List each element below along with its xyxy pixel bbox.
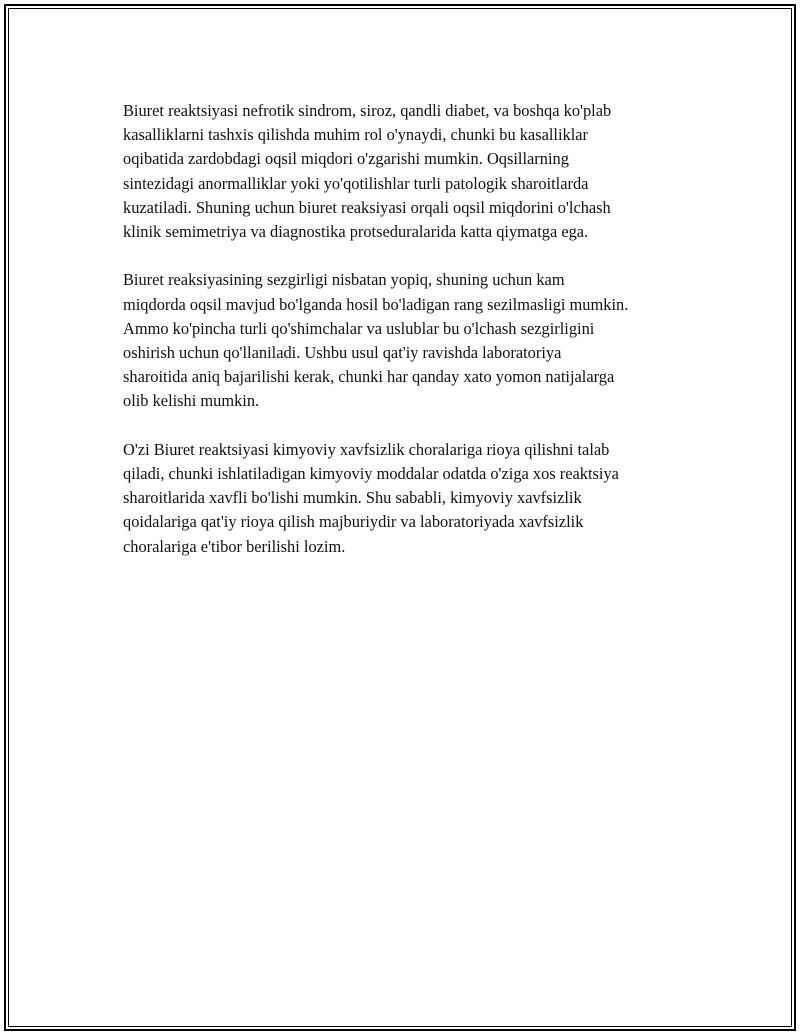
text-line: kuzatiladi. Shuning uchun biuret reaksiyasi orqali oqsil miqdorini o'lchash <box>123 197 611 217</box>
text-line: oshirish uchun qo'llaniladi. Ushbu usul qat'iy ravishda laboratoriya <box>123 343 562 363</box>
text-line: olib kelishi mumkin. <box>123 391 260 411</box>
text-line: kasalliklarni tashxis qilishda muhim rol o'ynaydi, chunki bu kasalliklar <box>123 125 589 145</box>
paragraph-1 <box>123 99 703 244</box>
text-line: klinik semimetriya va diagnostika protseduralarida katta qiymatga ega. <box>123 222 589 242</box>
text-line: sharoitida aniq bajarilishi kerak, chunki har qanday xato yomon natijalarga <box>123 367 615 387</box>
text-line: sintezidagi anormalliklar yoki yo'qotilishlar turli patologik sharoitlarda <box>123 173 589 193</box>
text-line: qoidalariga qat'iy rioya qilish majburiydir va laboratoriyada xavfsizlik <box>123 512 584 532</box>
text-line: Biuret reaksiyasining sezgirligi nisbatan yopiq, shuning uchun kam <box>123 270 565 290</box>
paragraph-2 <box>123 268 703 413</box>
text-line: oqibatida zardobdagi oqsil miqdori o'zgarishi mumkin. Oqsillarning <box>123 149 569 169</box>
text-line: sharoitlarida xavfli bo'lishi mumkin. Shu sababli, kimyoviy xavfsizlik <box>123 488 582 508</box>
text-line: Ammo ko'pincha turli qo'shimchalar va uslublar bu o'lchash sezgirligini <box>123 318 595 338</box>
page-border <box>4 4 796 1031</box>
document-body <box>123 99 703 583</box>
text-line: qiladi, chunki ishlatiladigan kimyoviy moddalar odatda o'ziga xos reaktsiya <box>123 464 619 484</box>
text-line: O'zi Biuret reaktsiyasi kimyoviy xavfsizlik choralariga rioya qilishni talab <box>123 439 610 459</box>
text-line: miqdorda oqsil mavjud bo'lganda hosil bo'ladigan rang sezilmasligi mumkin. <box>123 294 629 314</box>
text-line: Biuret reaktsiyasi nefrotik sindrom, siroz, qandli diabet, va boshqa ko'plab <box>123 101 612 120</box>
paragraph-3 <box>123 438 703 559</box>
text-line: choralariga e'tibor berilishi lozim. <box>123 536 346 556</box>
